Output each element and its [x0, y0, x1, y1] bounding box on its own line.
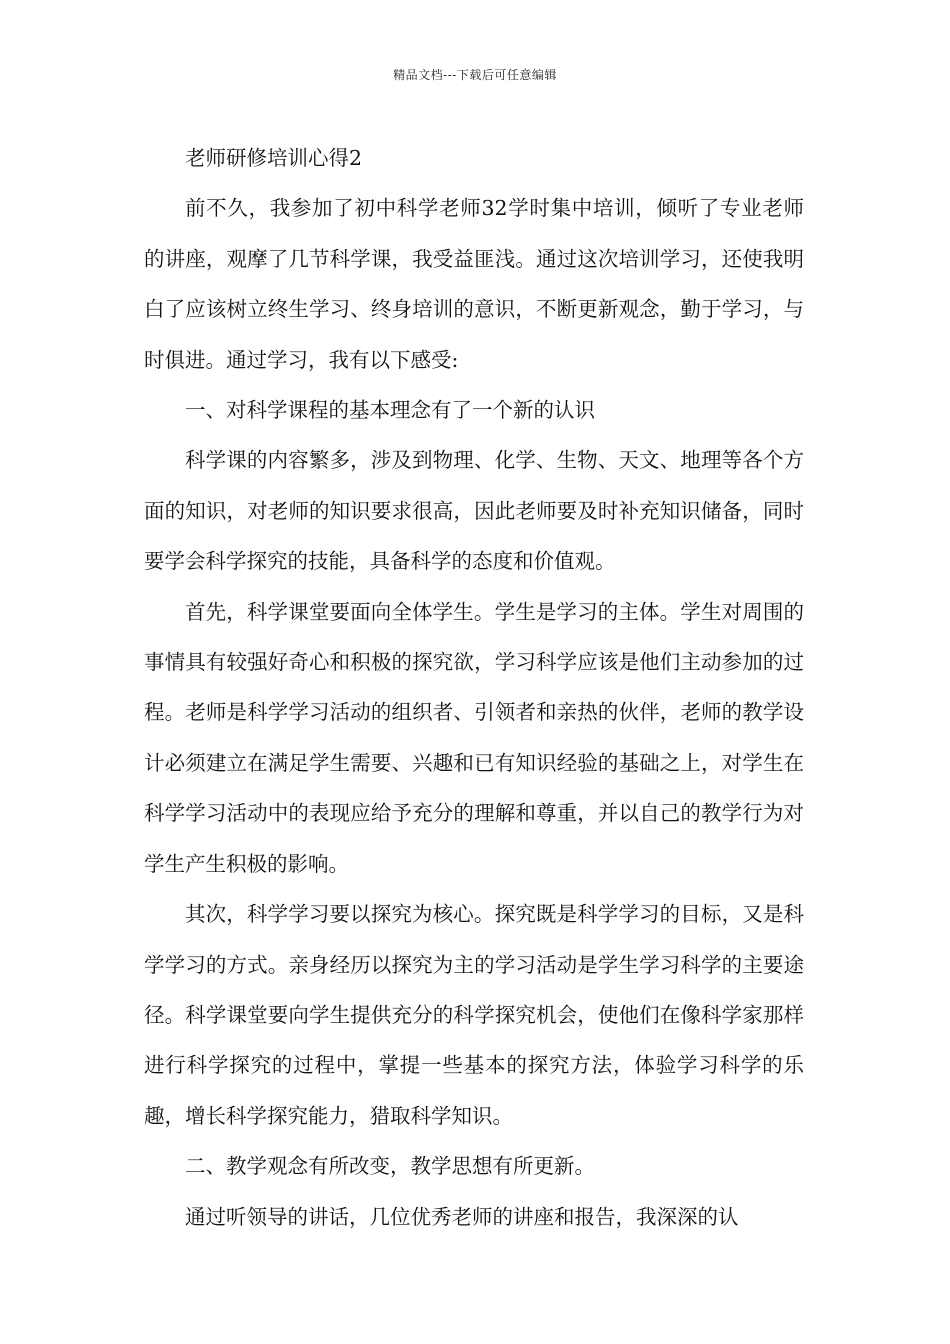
document-body	[144, 133, 804, 1242]
page-header: 精品文档---下载后可任意编辑	[393, 68, 557, 82]
paragraph-second-point: 其次，科学学习要以探究为核心。探究既是科学学习的目标，又是科学学习的方式。亲身经历以探究为主的学习活动是学生学习科学的主要途径。科学课堂要向学生提供充分的科学探究机会，使他们在像科学家那样进行科学探究的过程中，掌提一些基本的探究方法，体验学习科学的乐趣，增长科学探究能力，猎取科学知识。	[144, 902, 804, 1128]
paragraph-continuation: 通过听领导的讲话，几位优秀老师的讲座和报告，我深深的认	[185, 1204, 739, 1229]
paragraph-first-point: 首先，科学课堂要面向全体学生。学生是学习的主体。学生对周围的事情具有较强好奇心和积极的探究欲，学习科学应该是他们主动参加的过程。老师是科学学习活动的组织者、引领者和亲热的伙伴，老师的教学设计必须建立在满足学生需要、兴趣和已有知识经验的基础之上，对学生在科学学习活动中的表现应给予充分的理解和尊重，并以自己的教学行为对学生产生积极的影响。	[144, 599, 804, 876]
section-heading-1: 一、对科学课程的基本理念有了一个新的认识	[185, 398, 595, 423]
paragraph-intro: 前不久，我参加了初中科学老师32学时集中培训，倾听了专业老师的讲座，观摩了几节科学课，我受益匪浅。通过这次培训学习，还使我明白了应该树立终生学习、终身培训的意识，不断更新观念，勤于学习，与时俱进。通过学习，我有以下感受:	[144, 196, 804, 372]
section-heading-2: 二、教学观念有所改变，教学思想有所更新。	[185, 1154, 595, 1179]
paragraph-science-content: 科学课的内容繁多，涉及到物理、化学、生物、天文、地理等各个方面的知识，对老师的知识要求很高，因此老师要及时补充知识储备，同时要学会科学探究的技能，具备科学的态度和价值观。	[144, 448, 804, 574]
document-title: 老师研修培训心得2	[185, 146, 363, 170]
